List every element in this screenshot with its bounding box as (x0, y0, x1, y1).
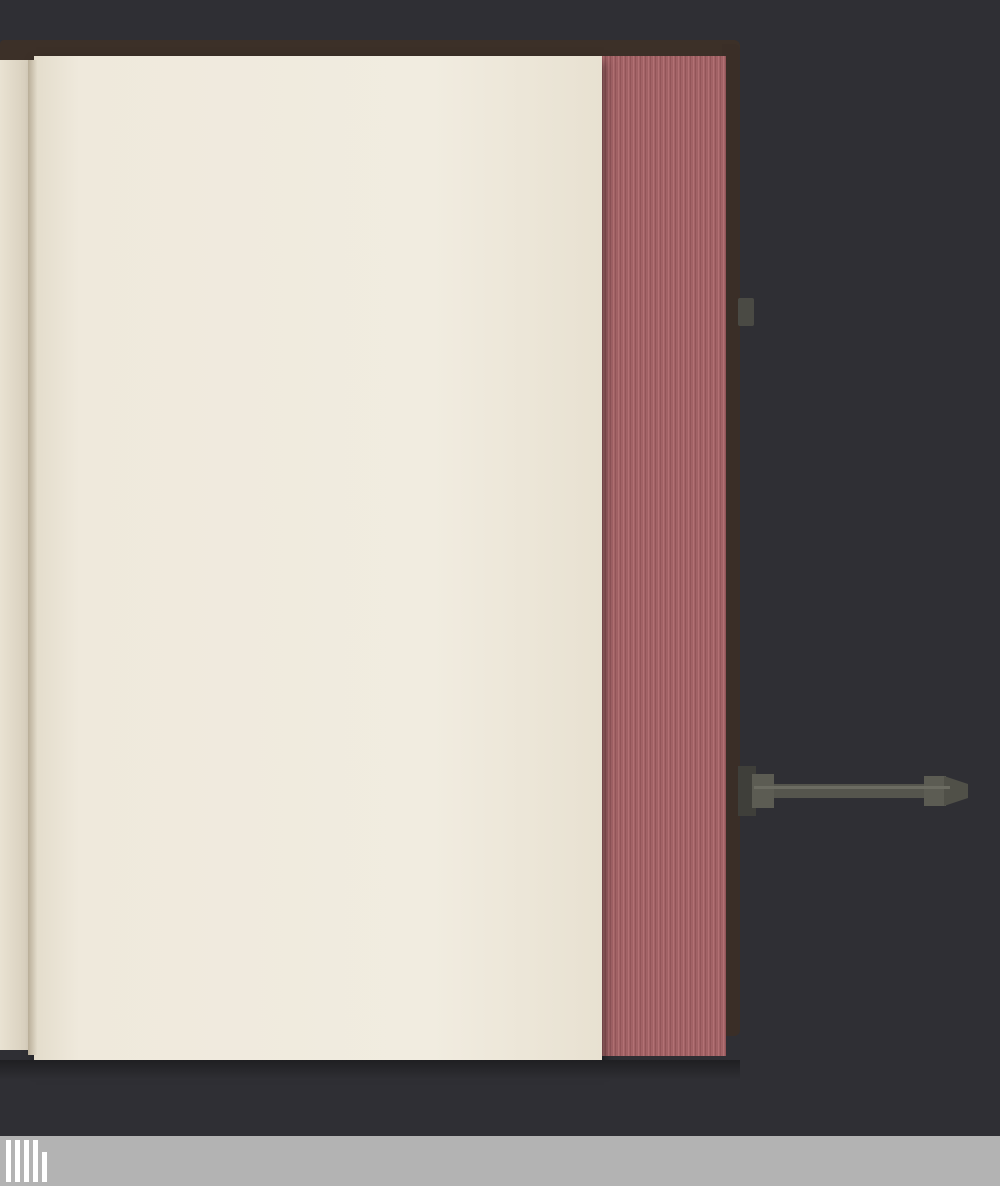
right-page (34, 56, 602, 1064)
book-page-edges (600, 56, 726, 1056)
left-page-fragments (0, 60, 30, 120)
footer-bar (0, 1136, 1000, 1186)
book-gutter (28, 60, 38, 1055)
left-page-edge (0, 60, 30, 1050)
upper-clasp-plate (738, 298, 754, 326)
library-logo-icon (6, 1140, 48, 1184)
book-clasp (738, 762, 968, 820)
book-shadow (0, 1060, 740, 1080)
